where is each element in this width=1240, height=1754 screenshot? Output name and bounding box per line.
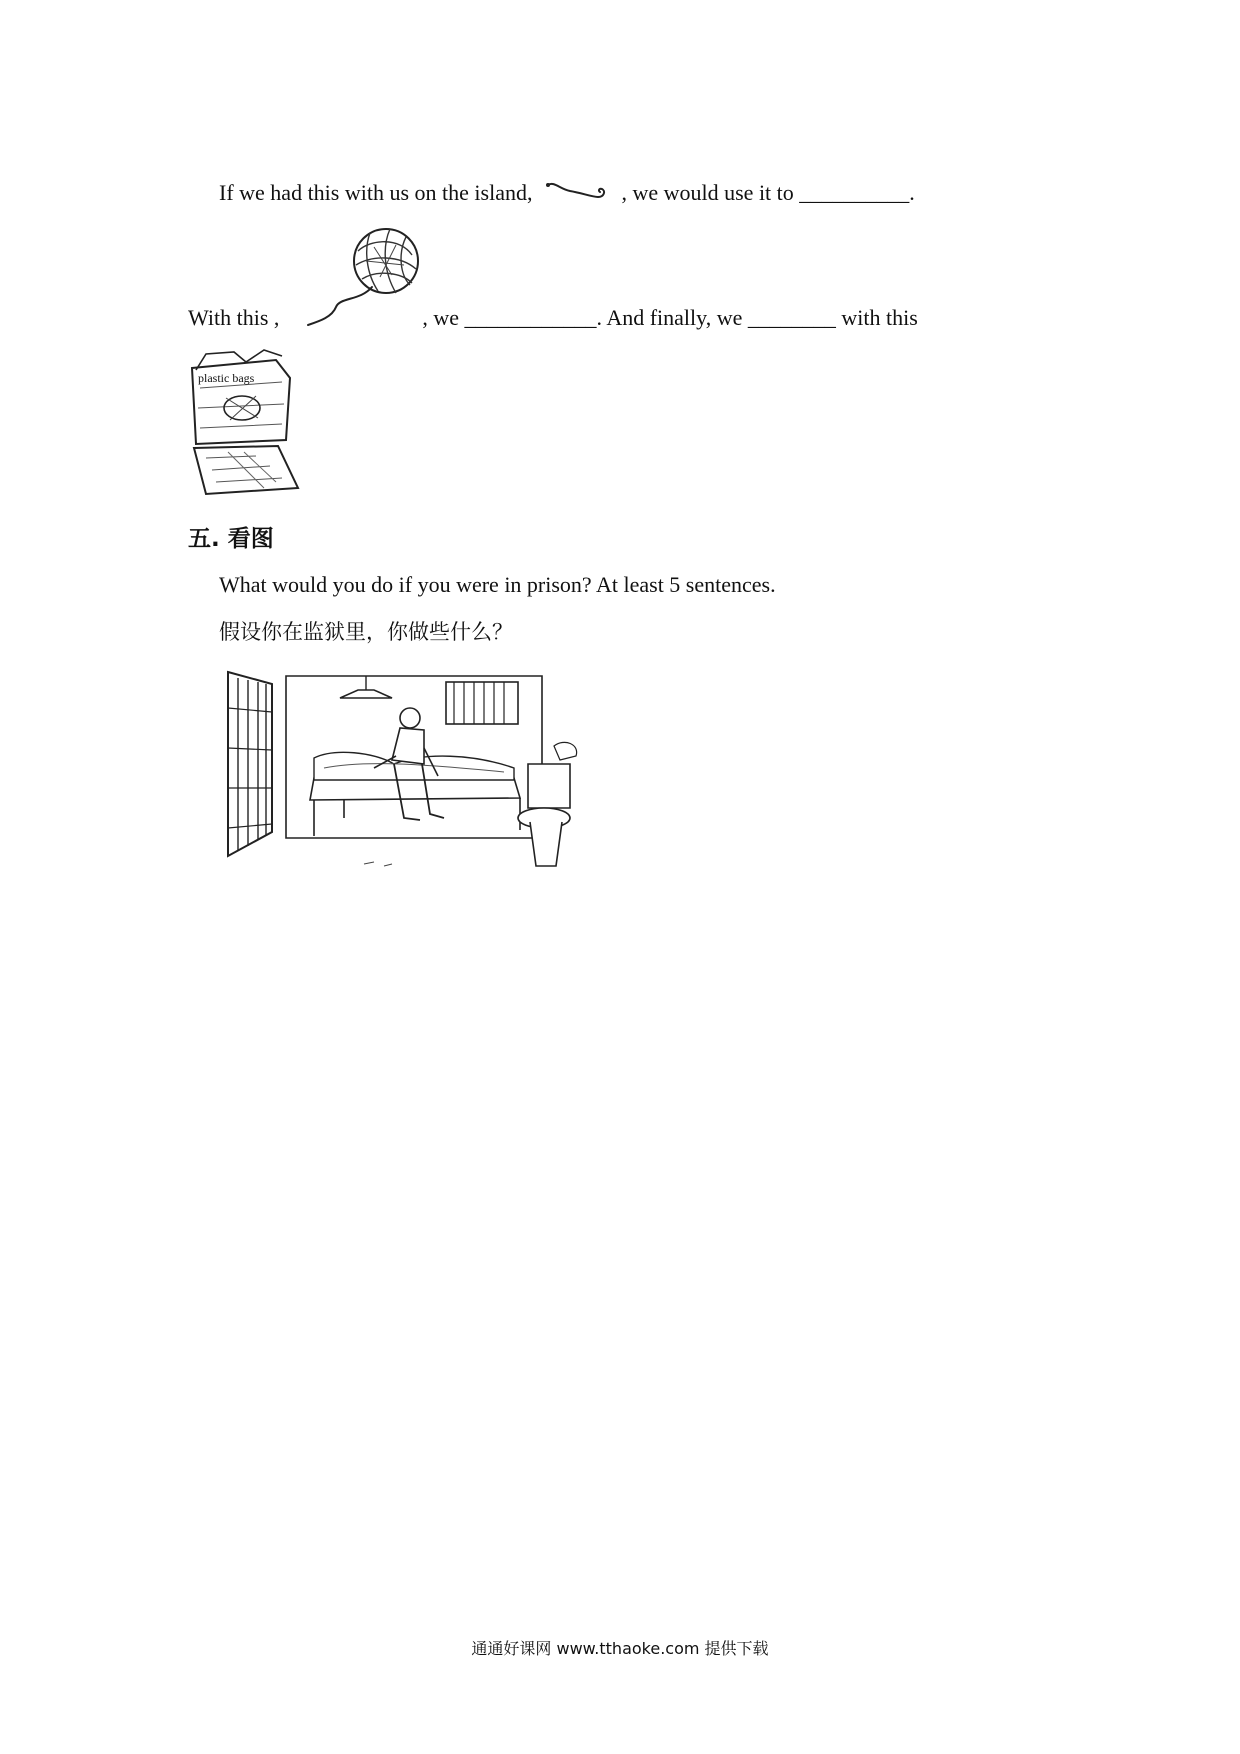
line2-text-after: , we ____________. And finally, we ________ with this (422, 305, 918, 330)
fishing-hook-icon (542, 175, 612, 215)
section-heading: 五. 看图 (188, 526, 274, 552)
prompt-chinese: 假设你在监狱里，你做些什么？ (219, 620, 513, 644)
prison-cell-illustration (224, 668, 598, 873)
line1-text-after: , we would use it to __________. (621, 180, 915, 206)
page-footer: 通通好课网 www.tthaoke.com 提供下载 (471, 1639, 769, 1658)
bag-label: plastic bags (198, 371, 255, 385)
exercise-line-1 (219, 175, 915, 215)
plastic-bags-icon (186, 348, 304, 498)
line2-text-before: With this , (188, 305, 280, 330)
prompt-english: What would you do if you were in prison? At least 5 sentences. (219, 572, 776, 597)
line1-text-before: If we had this with us on the island, (219, 180, 533, 206)
exercise-line-2 (188, 304, 918, 332)
